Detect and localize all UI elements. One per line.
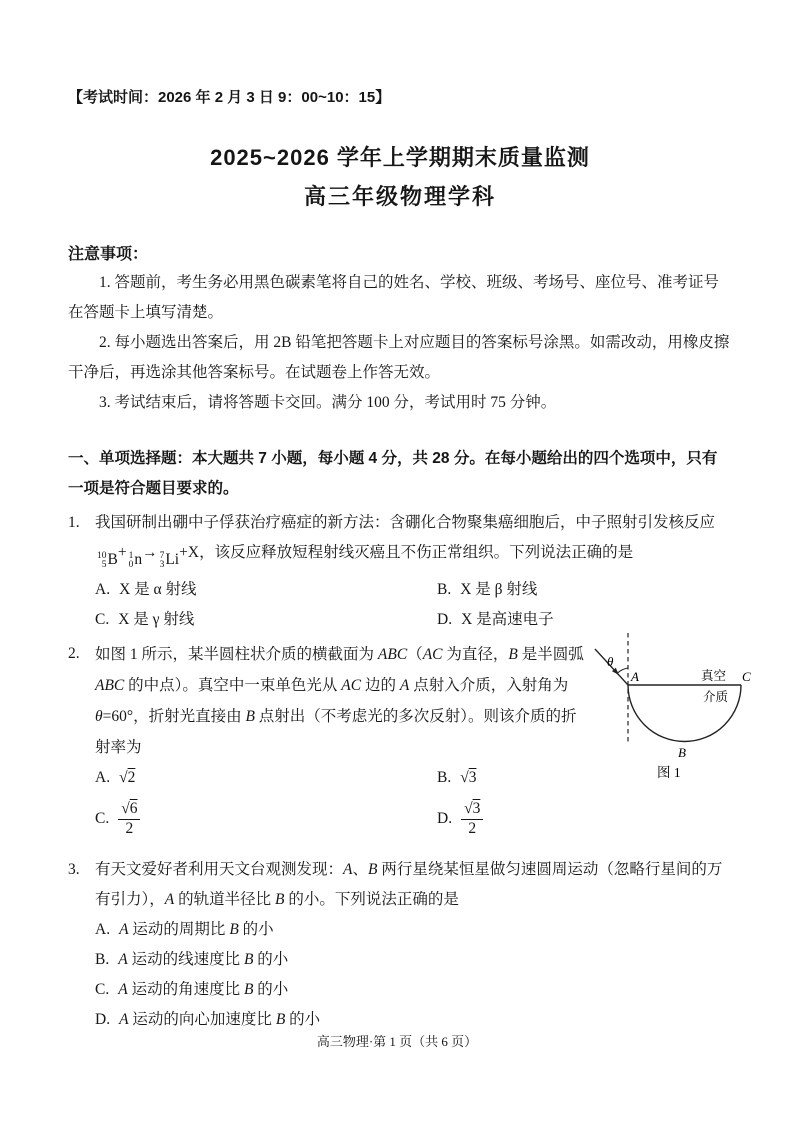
section-heading: 一、单项选择题：本大题共 7 小题，每小题 4 分，共 28 分。在每小题给出的四个选项中，只有一项是符合题目要求的。 <box>68 450 718 497</box>
q3-option-a-label: A. <box>95 921 111 938</box>
lithium-z: 3 <box>159 560 165 570</box>
plus-sign: + <box>117 544 127 561</box>
q1-option-a-text: X 是 α 射线 <box>119 581 197 598</box>
q2-option-a-label: A. <box>95 769 111 786</box>
sqrt-3 <box>460 769 476 786</box>
q3-option-b-text: A 运动的线速度比 B 的小 <box>118 951 289 968</box>
neutron-symbol: n <box>134 551 143 568</box>
point-B-label: B <box>678 745 686 760</box>
radical-sign: √ <box>460 769 469 786</box>
question-2 <box>68 639 751 845</box>
figure-1-drawing <box>594 625 794 787</box>
boron-mass: 10 <box>97 551 107 561</box>
q1-option-b-text: X 是 β 射线 <box>460 581 538 598</box>
footer-page-number: 高三物理·第 1 页（共 6 页） <box>316 1034 478 1049</box>
radicand: 2 <box>127 769 136 786</box>
denominator: 2 <box>125 819 134 837</box>
nuclide-lithium <box>158 545 180 575</box>
figure-1 <box>594 625 794 787</box>
q3-option-c-label: C. <box>95 981 110 998</box>
question-3-number: 3. <box>68 861 80 878</box>
notice-heading: 注意事项： <box>68 246 149 263</box>
boron-z: 5 <box>101 560 107 570</box>
notice-item-1: 1. 答题前，考生务必用黑色碳素笔将自己的姓名、学校、班级、考场号、座位号、准考证号在答题卡上填写清楚。 <box>68 274 720 321</box>
radical-sign: √ <box>121 799 130 817</box>
theta-angle-arc <box>618 668 629 673</box>
figure-1-caption: 图 1 <box>657 765 681 780</box>
q2-option-c <box>95 793 437 845</box>
q3-option-b-label: B. <box>95 951 110 968</box>
question-3-text: 有天文爱好者利用天文台观测发现：A、B 两行星绕某恒星做匀速圆周运动（忽略行星间的万有引力），A 的轨道半径比 B 的小。下列说法正确的是 <box>95 861 723 908</box>
q1-option-a-label: A. <box>95 581 111 598</box>
radicand: 6 <box>129 799 138 817</box>
neutron-z: 0 <box>128 560 134 570</box>
q2-option-b-label: B. <box>437 769 452 786</box>
page-subtitle: 高三年级物理学科 <box>303 184 496 209</box>
question-2-text: 如图 1 所示，某半圆柱状介质的横截面为 ABC（AC 为直径，B 是半圆弧 ABC 的中点）。真空中一束单色光从 AC 边的 A 点射入介质，入射角为 θ=60°，折射光直接由 B 点射出（不考虑光的多次反射）。则该介质的折射率为 <box>95 646 584 756</box>
fraction-sqrt3-over-2 <box>461 800 483 838</box>
question-2-number: 2. <box>68 645 80 662</box>
question-1-number: 1. <box>68 514 80 531</box>
reaction-arrow: → <box>142 544 158 561</box>
notice-item-3: 3. 考试结束后，请将答题卡交回。满分 100 分，考试用时 75 分钟。 <box>99 394 557 411</box>
neutron-mass: 1 <box>128 551 134 561</box>
question-3 <box>68 855 732 1035</box>
fraction-sqrt6-over-2 <box>118 800 140 838</box>
radicand: 3 <box>468 769 477 786</box>
q1-option-b <box>437 575 732 605</box>
question-3-options <box>95 915 732 1035</box>
exam-time-line: 【考试时间：2026 年 2 月 3 日 9：00~10：15】 <box>68 89 391 106</box>
vacuum-label: 真空 <box>701 669 727 683</box>
q3-option-c <box>95 975 732 1005</box>
question-1-text-before: 我国研制出硼中子俘获治疗癌症的新方法：含硼化合物聚集癌细胞后，中子照射引发核反应 <box>95 514 716 531</box>
q2-option-a <box>95 763 437 793</box>
medium-label: 介质 <box>703 690 729 704</box>
radicand: 3 <box>472 799 481 817</box>
q1-option-d-label: D. <box>437 611 453 628</box>
lithium-mass: 7 <box>159 551 165 561</box>
boron-symbol: B <box>107 551 118 568</box>
sqrt-2 <box>119 769 135 786</box>
point-A-label: A <box>631 669 639 684</box>
q3-option-b <box>95 945 732 975</box>
point-C-label: C <box>742 669 751 684</box>
q2-option-c-label: C. <box>95 810 110 827</box>
lithium-symbol: Li <box>165 551 180 568</box>
theta-label: θ <box>607 654 614 669</box>
q3-option-c-text: A 运动的角速度比 B 的小 <box>118 981 289 998</box>
radical-sign: √ <box>464 799 473 817</box>
q3-option-a-text: A 运动的周期比 B 的小 <box>119 921 274 938</box>
nuclide-neutron <box>127 545 143 575</box>
question-1 <box>68 508 732 635</box>
q2-option-d-label: D. <box>437 810 453 827</box>
page-title: 2025~2026 学年上学期期末质量监测 <box>210 145 590 170</box>
q1-option-d-text: X 是高速电子 <box>461 611 554 628</box>
q2-option-d <box>437 793 732 845</box>
q3-option-d-text: A 运动的向心加速度比 B 的小 <box>119 1011 321 1028</box>
q1-option-c-label: C. <box>95 611 110 628</box>
radical-sign: √ <box>119 769 128 786</box>
nuclide-boron <box>95 545 118 575</box>
formula-tail: +X <box>179 544 200 561</box>
q1-option-a <box>95 575 437 605</box>
question-1-text-after: ，该反应释放短程射线灭癌且不伤正常组织。下列说法正确的是 <box>199 544 634 561</box>
q3-option-d-label: D. <box>95 1011 111 1028</box>
question-1-text <box>95 514 716 570</box>
q3-option-a <box>95 915 732 945</box>
q1-option-c-text: X 是 γ 射线 <box>118 611 195 628</box>
denominator: 2 <box>468 819 477 837</box>
q1-option-b-label: B. <box>437 581 452 598</box>
q1-option-c <box>95 605 437 635</box>
notice-item-2: 2. 每小题选出答案后，用 2B 铅笔把答题卡上对应题目的答案标号涂黑。如需改动，用橡皮擦干净后，再选涂其他答案标号。在试题卷上作答无效。 <box>68 334 730 381</box>
